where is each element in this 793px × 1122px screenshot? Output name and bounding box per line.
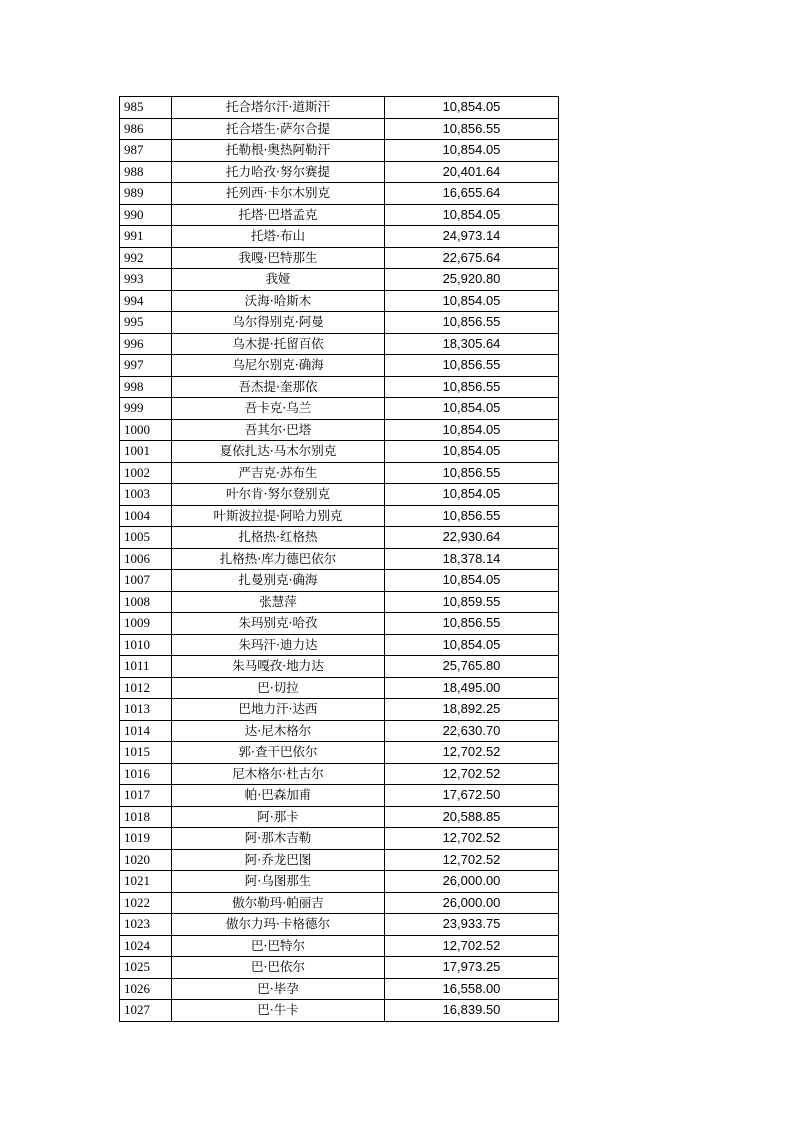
table-row	[120, 634, 559, 656]
row-number-cell: 1010	[120, 634, 172, 656]
table-row	[120, 505, 559, 527]
amount-cell: 22,930.64	[385, 527, 559, 549]
row-number-cell: 994	[120, 290, 172, 312]
amount-cell: 20,588.85	[385, 806, 559, 828]
row-number-cell: 1013	[120, 699, 172, 721]
name-cell: 托勒根·奥热阿勒汗	[172, 140, 385, 162]
name-cell: 我嘎·巴特那生	[172, 247, 385, 269]
table-row	[120, 570, 559, 592]
name-cell: 扎曼别克·确海	[172, 570, 385, 592]
amount-cell: 10,856.55	[385, 355, 559, 377]
row-number-cell: 1026	[120, 978, 172, 1000]
table-row	[120, 677, 559, 699]
amount-cell: 10,854.05	[385, 290, 559, 312]
table-row	[120, 247, 559, 269]
name-cell: 严吉克·苏布生	[172, 462, 385, 484]
row-number-cell: 1021	[120, 871, 172, 893]
name-cell: 托塔·布山	[172, 226, 385, 248]
table-row	[120, 398, 559, 420]
name-cell: 吾杰提·奎那依	[172, 376, 385, 398]
amount-cell: 12,702.52	[385, 828, 559, 850]
name-cell: 巴·切拉	[172, 677, 385, 699]
name-cell: 吾其尔·巴塔	[172, 419, 385, 441]
amount-cell: 10,854.05	[385, 140, 559, 162]
name-cell: 托列西·卡尔木别克	[172, 183, 385, 205]
payment-table	[119, 96, 559, 1022]
row-number-cell: 1003	[120, 484, 172, 506]
amount-cell: 10,856.55	[385, 376, 559, 398]
name-cell: 叶斯波拉提·阿哈力别克	[172, 505, 385, 527]
amount-cell: 10,856.55	[385, 118, 559, 140]
payment-table-body	[120, 97, 559, 1022]
table-row	[120, 355, 559, 377]
table-row	[120, 290, 559, 312]
table-row	[120, 140, 559, 162]
row-number-cell: 1020	[120, 849, 172, 871]
row-number-cell: 1023	[120, 914, 172, 936]
amount-cell: 10,854.05	[385, 570, 559, 592]
row-number-cell: 1017	[120, 785, 172, 807]
name-cell: 傲尔力玛·卡格德尔	[172, 914, 385, 936]
table-row	[120, 849, 559, 871]
name-cell: 夏依扎达·马木尔别克	[172, 441, 385, 463]
table-row	[120, 892, 559, 914]
table-row	[120, 742, 559, 764]
table-row	[120, 269, 559, 291]
name-cell: 托合塔生·萨尔合提	[172, 118, 385, 140]
table-row	[120, 613, 559, 635]
row-number-cell: 1000	[120, 419, 172, 441]
name-cell: 阿·乔龙巴图	[172, 849, 385, 871]
name-cell: 达·尼木格尔	[172, 720, 385, 742]
name-cell: 我娅	[172, 269, 385, 291]
row-number-cell: 1001	[120, 441, 172, 463]
row-number-cell: 985	[120, 97, 172, 119]
name-cell: 乌尼尔别克·确海	[172, 355, 385, 377]
row-number-cell: 998	[120, 376, 172, 398]
table-row	[120, 806, 559, 828]
amount-cell: 25,920.80	[385, 269, 559, 291]
table-row	[120, 118, 559, 140]
table-row	[120, 763, 559, 785]
amount-cell: 10,854.05	[385, 419, 559, 441]
name-cell: 巴·毕孕	[172, 978, 385, 1000]
amount-cell: 24,973.14	[385, 226, 559, 248]
name-cell: 扎格热·库力德巴依尔	[172, 548, 385, 570]
row-number-cell: 991	[120, 226, 172, 248]
table-row	[120, 161, 559, 183]
amount-cell: 18,305.64	[385, 333, 559, 355]
amount-cell: 12,702.52	[385, 742, 559, 764]
row-number-cell: 988	[120, 161, 172, 183]
row-number-cell: 995	[120, 312, 172, 334]
amount-cell: 16,558.00	[385, 978, 559, 1000]
name-cell: 托合塔尔汗·道斯汗	[172, 97, 385, 119]
amount-cell: 16,839.50	[385, 1000, 559, 1022]
table-row	[120, 333, 559, 355]
row-number-cell: 999	[120, 398, 172, 420]
row-number-cell: 1004	[120, 505, 172, 527]
name-cell: 阿·那木吉勒	[172, 828, 385, 850]
amount-cell: 22,630.70	[385, 720, 559, 742]
name-cell: 巴·牛卡	[172, 1000, 385, 1022]
row-number-cell: 993	[120, 269, 172, 291]
name-cell: 托塔·巴塔孟克	[172, 204, 385, 226]
table-row	[120, 484, 559, 506]
amount-cell: 26,000.00	[385, 892, 559, 914]
table-row	[120, 957, 559, 979]
amount-cell: 10,854.05	[385, 484, 559, 506]
name-cell: 朱马嘎孜·地力达	[172, 656, 385, 678]
name-cell: 吾卡克·乌兰	[172, 398, 385, 420]
name-cell: 阿·乌图那生	[172, 871, 385, 893]
row-number-cell: 1022	[120, 892, 172, 914]
table-row	[120, 914, 559, 936]
row-number-cell: 1006	[120, 548, 172, 570]
name-cell: 傲尔勒玛·帕丽吉	[172, 892, 385, 914]
amount-cell: 18,892.25	[385, 699, 559, 721]
amount-cell: 26,000.00	[385, 871, 559, 893]
row-number-cell: 987	[120, 140, 172, 162]
row-number-cell: 989	[120, 183, 172, 205]
amount-cell: 12,702.52	[385, 763, 559, 785]
row-number-cell: 1027	[120, 1000, 172, 1022]
row-number-cell: 1025	[120, 957, 172, 979]
row-number-cell: 1018	[120, 806, 172, 828]
table-row	[120, 699, 559, 721]
table-row	[120, 591, 559, 613]
name-cell: 叶尔肯·努尔登别克	[172, 484, 385, 506]
table-row	[120, 935, 559, 957]
row-number-cell: 1015	[120, 742, 172, 764]
table-row	[120, 204, 559, 226]
table-row	[120, 441, 559, 463]
table-row	[120, 871, 559, 893]
name-cell: 阿·那卡	[172, 806, 385, 828]
row-number-cell: 1011	[120, 656, 172, 678]
name-cell: 尼木格尔·杜古尔	[172, 763, 385, 785]
name-cell: 郭·查干巴依尔	[172, 742, 385, 764]
amount-cell: 10,854.05	[385, 634, 559, 656]
table-row	[120, 462, 559, 484]
amount-cell: 25,765.80	[385, 656, 559, 678]
row-number-cell: 1012	[120, 677, 172, 699]
name-cell: 帕·巴森加甫	[172, 785, 385, 807]
table-row	[120, 785, 559, 807]
table-row	[120, 183, 559, 205]
row-number-cell: 1024	[120, 935, 172, 957]
table-row	[120, 978, 559, 1000]
name-cell: 巴·巴特尔	[172, 935, 385, 957]
row-number-cell: 1016	[120, 763, 172, 785]
row-number-cell: 1019	[120, 828, 172, 850]
amount-cell: 23,933.75	[385, 914, 559, 936]
amount-cell: 10,854.05	[385, 398, 559, 420]
table-row	[120, 1000, 559, 1022]
row-number-cell: 986	[120, 118, 172, 140]
amount-cell: 17,672.50	[385, 785, 559, 807]
amount-cell: 10,856.55	[385, 462, 559, 484]
row-number-cell: 997	[120, 355, 172, 377]
amount-cell: 10,854.05	[385, 204, 559, 226]
name-cell: 沃海·哈斯木	[172, 290, 385, 312]
name-cell: 朱玛别克·哈孜	[172, 613, 385, 635]
row-number-cell: 1008	[120, 591, 172, 613]
table-row	[120, 226, 559, 248]
table-row	[120, 720, 559, 742]
amount-cell: 16,655.64	[385, 183, 559, 205]
table-row	[120, 656, 559, 678]
amount-cell: 18,378.14	[385, 548, 559, 570]
row-number-cell: 996	[120, 333, 172, 355]
row-number-cell: 1005	[120, 527, 172, 549]
name-cell: 扎格热·红格热	[172, 527, 385, 549]
amount-cell: 10,854.05	[385, 441, 559, 463]
row-number-cell: 1007	[120, 570, 172, 592]
amount-cell: 17,973.25	[385, 957, 559, 979]
name-cell: 乌尔得别克·阿曼	[172, 312, 385, 334]
amount-cell: 10,856.55	[385, 613, 559, 635]
row-number-cell: 1014	[120, 720, 172, 742]
amount-cell: 12,702.52	[385, 849, 559, 871]
row-number-cell: 1002	[120, 462, 172, 484]
amount-cell: 10,859.55	[385, 591, 559, 613]
amount-cell: 20,401.64	[385, 161, 559, 183]
name-cell: 朱玛汗·迪力达	[172, 634, 385, 656]
table-row	[120, 548, 559, 570]
name-cell: 巴·巴依尔	[172, 957, 385, 979]
row-number-cell: 1009	[120, 613, 172, 635]
amount-cell: 12,702.52	[385, 935, 559, 957]
name-cell: 乌木提·托留百依	[172, 333, 385, 355]
table-row	[120, 527, 559, 549]
table-row	[120, 97, 559, 119]
name-cell: 托力哈孜·努尔赛提	[172, 161, 385, 183]
name-cell: 张慧萍	[172, 591, 385, 613]
amount-cell: 10,856.55	[385, 505, 559, 527]
table-row	[120, 376, 559, 398]
row-number-cell: 990	[120, 204, 172, 226]
amount-cell: 10,854.05	[385, 97, 559, 119]
row-number-cell: 992	[120, 247, 172, 269]
amount-cell: 22,675.64	[385, 247, 559, 269]
table-row	[120, 419, 559, 441]
name-cell: 巴地力汗·达西	[172, 699, 385, 721]
table-row	[120, 312, 559, 334]
amount-cell: 18,495.00	[385, 677, 559, 699]
amount-cell: 10,856.55	[385, 312, 559, 334]
table-row	[120, 828, 559, 850]
